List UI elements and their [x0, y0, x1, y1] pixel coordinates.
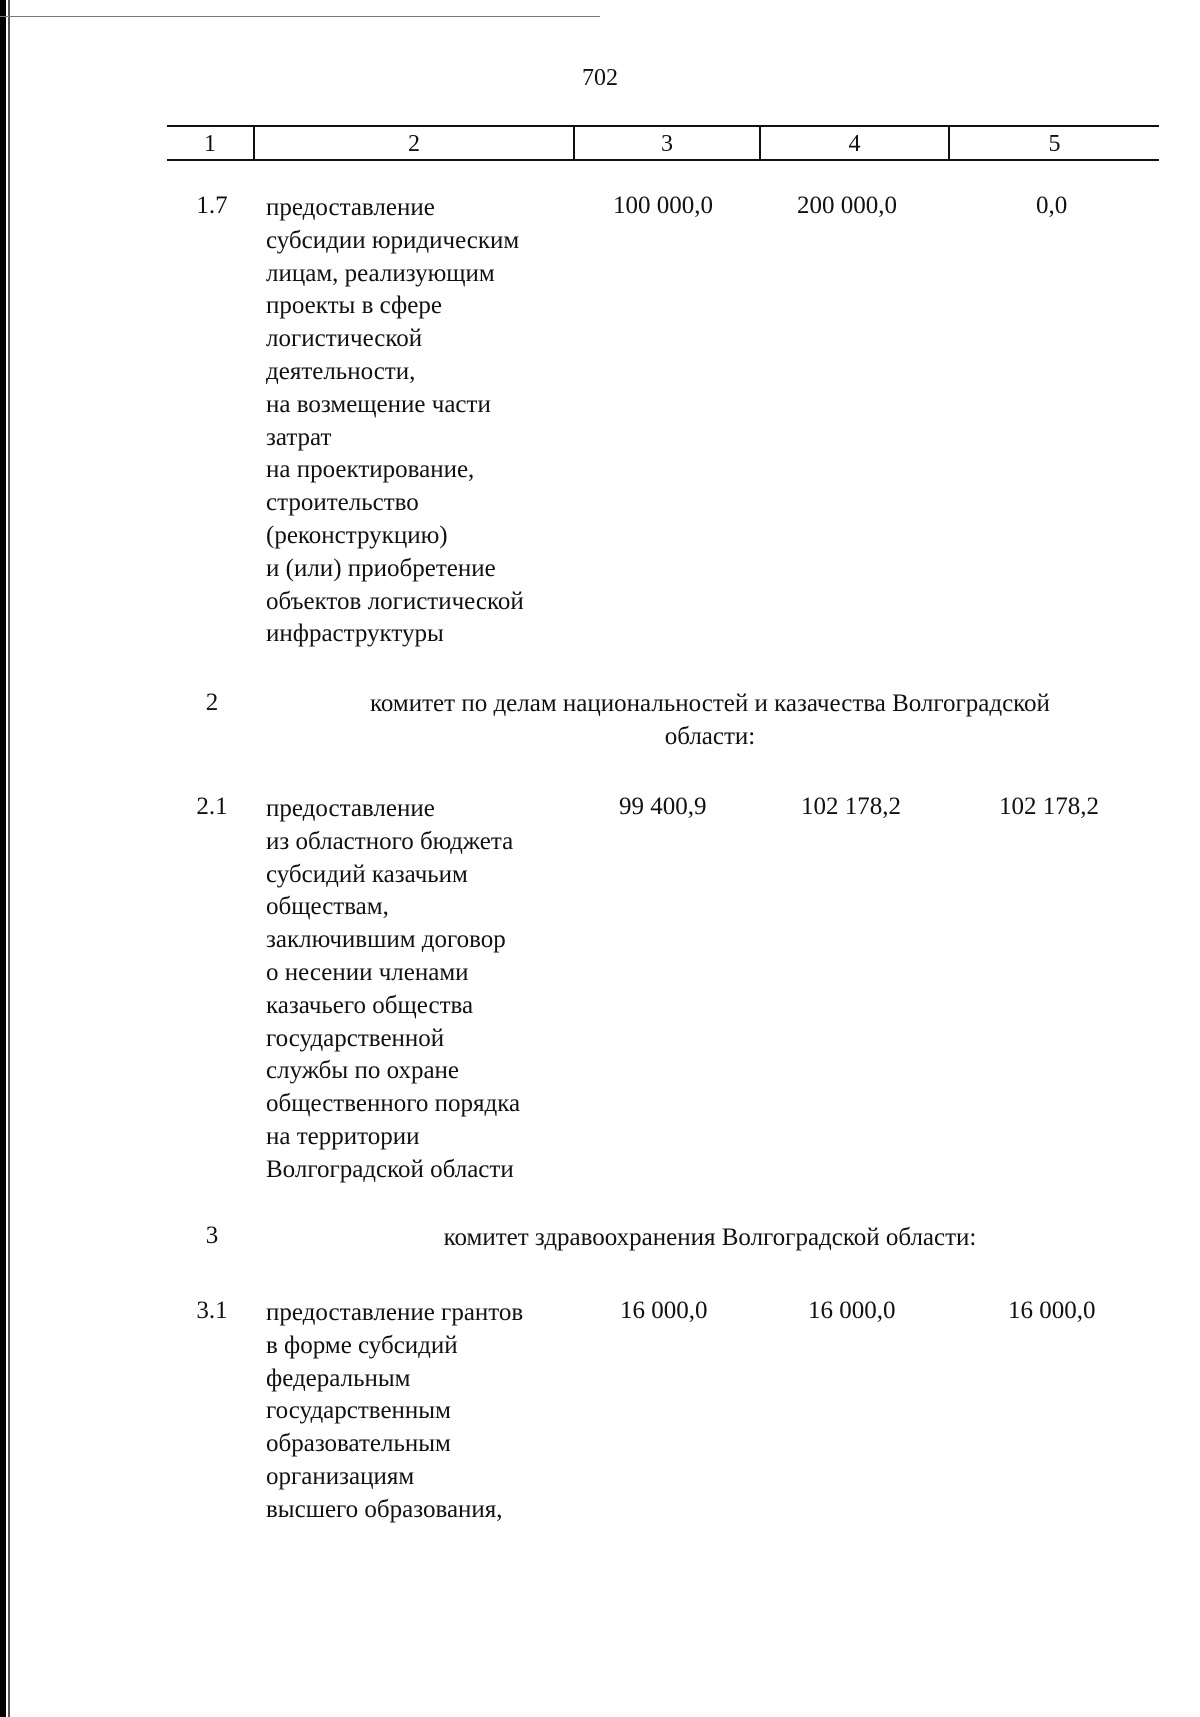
- section-number: 3: [205, 1222, 219, 1249]
- description-line: и (или) приобретение: [266, 554, 496, 582]
- row-number: 2.1: [196, 793, 228, 820]
- description-line: образовательным: [266, 1430, 451, 1458]
- description-line: деятельности,: [266, 357, 416, 385]
- description-line: строительство: [266, 489, 419, 517]
- value-col-4: 16 000,0: [808, 1297, 896, 1324]
- description-line: в форме субсидий: [266, 1331, 458, 1359]
- row-description: [266, 1297, 576, 1527]
- description-line: федеральным: [266, 1364, 411, 1392]
- description-line: Волгоградской области: [266, 1155, 514, 1183]
- description-line: государственным: [266, 1397, 451, 1425]
- scan-top-edge: [0, 0, 600, 17]
- description-line: проекты в сфере: [266, 292, 442, 320]
- header-col-4: 4: [848, 131, 861, 157]
- description-line: обществам,: [266, 893, 389, 921]
- description-line: субсидий казачьим: [266, 860, 468, 888]
- value-col-5: 0,0: [1036, 192, 1068, 219]
- header-col-2: 2: [408, 131, 420, 157]
- description-line: заключившим договор: [266, 926, 506, 954]
- description-line: предоставление: [266, 795, 435, 822]
- description-line: организациям: [266, 1462, 415, 1490]
- row-number: 3.1: [196, 1297, 228, 1324]
- description-line: логистической: [266, 325, 423, 353]
- section-title: [300, 687, 1120, 753]
- description-line: высшего образования,: [266, 1495, 503, 1523]
- description-line: о несении членами: [266, 958, 469, 986]
- description-line: на возмещение части: [266, 390, 491, 418]
- section-number: 2: [205, 689, 219, 716]
- description-line: объектов логистической: [266, 587, 524, 615]
- header-col-5: 5: [1048, 131, 1061, 157]
- value-col-3: 100 000,0: [613, 192, 713, 219]
- value-col-5: 102 178,2: [999, 793, 1099, 820]
- row-description: [266, 192, 576, 651]
- description-line: на проектирование,: [266, 456, 475, 484]
- section-title-line: комитет здравоохранения Волгоградской области:: [443, 1224, 977, 1251]
- page-number: 702: [582, 65, 618, 91]
- value-col-4: 102 178,2: [801, 793, 901, 820]
- section-title: [300, 1221, 1120, 1254]
- description-line: субсидии юридическим: [266, 226, 520, 254]
- description-line: предоставление грантов: [266, 1299, 524, 1326]
- value-col-5: 16 000,0: [1008, 1297, 1096, 1324]
- description-line: предоставление: [266, 194, 435, 221]
- value-col-3: 16 000,0: [620, 1297, 708, 1324]
- table-header-row: [167, 125, 1159, 161]
- scan-edge-line: [8, 0, 10, 1717]
- description-line: службы по охране: [266, 1057, 460, 1085]
- row-number: 1.7: [196, 192, 228, 219]
- header-col-3: 3: [661, 131, 673, 157]
- description-line: инфраструктуры: [266, 620, 444, 648]
- description-line: на территории: [266, 1122, 420, 1150]
- scan-edge-left: [0, 0, 6, 1717]
- description-line: общественного порядка: [266, 1090, 521, 1118]
- description-line: государственной: [266, 1024, 445, 1052]
- description-line: лицам, реализующим: [266, 259, 495, 287]
- description-line: затрат: [266, 423, 332, 451]
- description-line: (реконструкцию): [266, 521, 448, 549]
- section-title-line: комитет по делам национальностей и казачества Волгоградской: [370, 690, 1050, 717]
- header-col-1: 1: [204, 131, 216, 157]
- description-line: из областного бюджета: [266, 827, 514, 855]
- section-title-line: области:: [664, 723, 756, 750]
- row-description: [266, 793, 576, 1187]
- value-col-4: 200 000,0: [797, 192, 897, 219]
- value-col-3: 99 400,9: [619, 793, 707, 820]
- description-line: казачьего общества: [266, 991, 474, 1019]
